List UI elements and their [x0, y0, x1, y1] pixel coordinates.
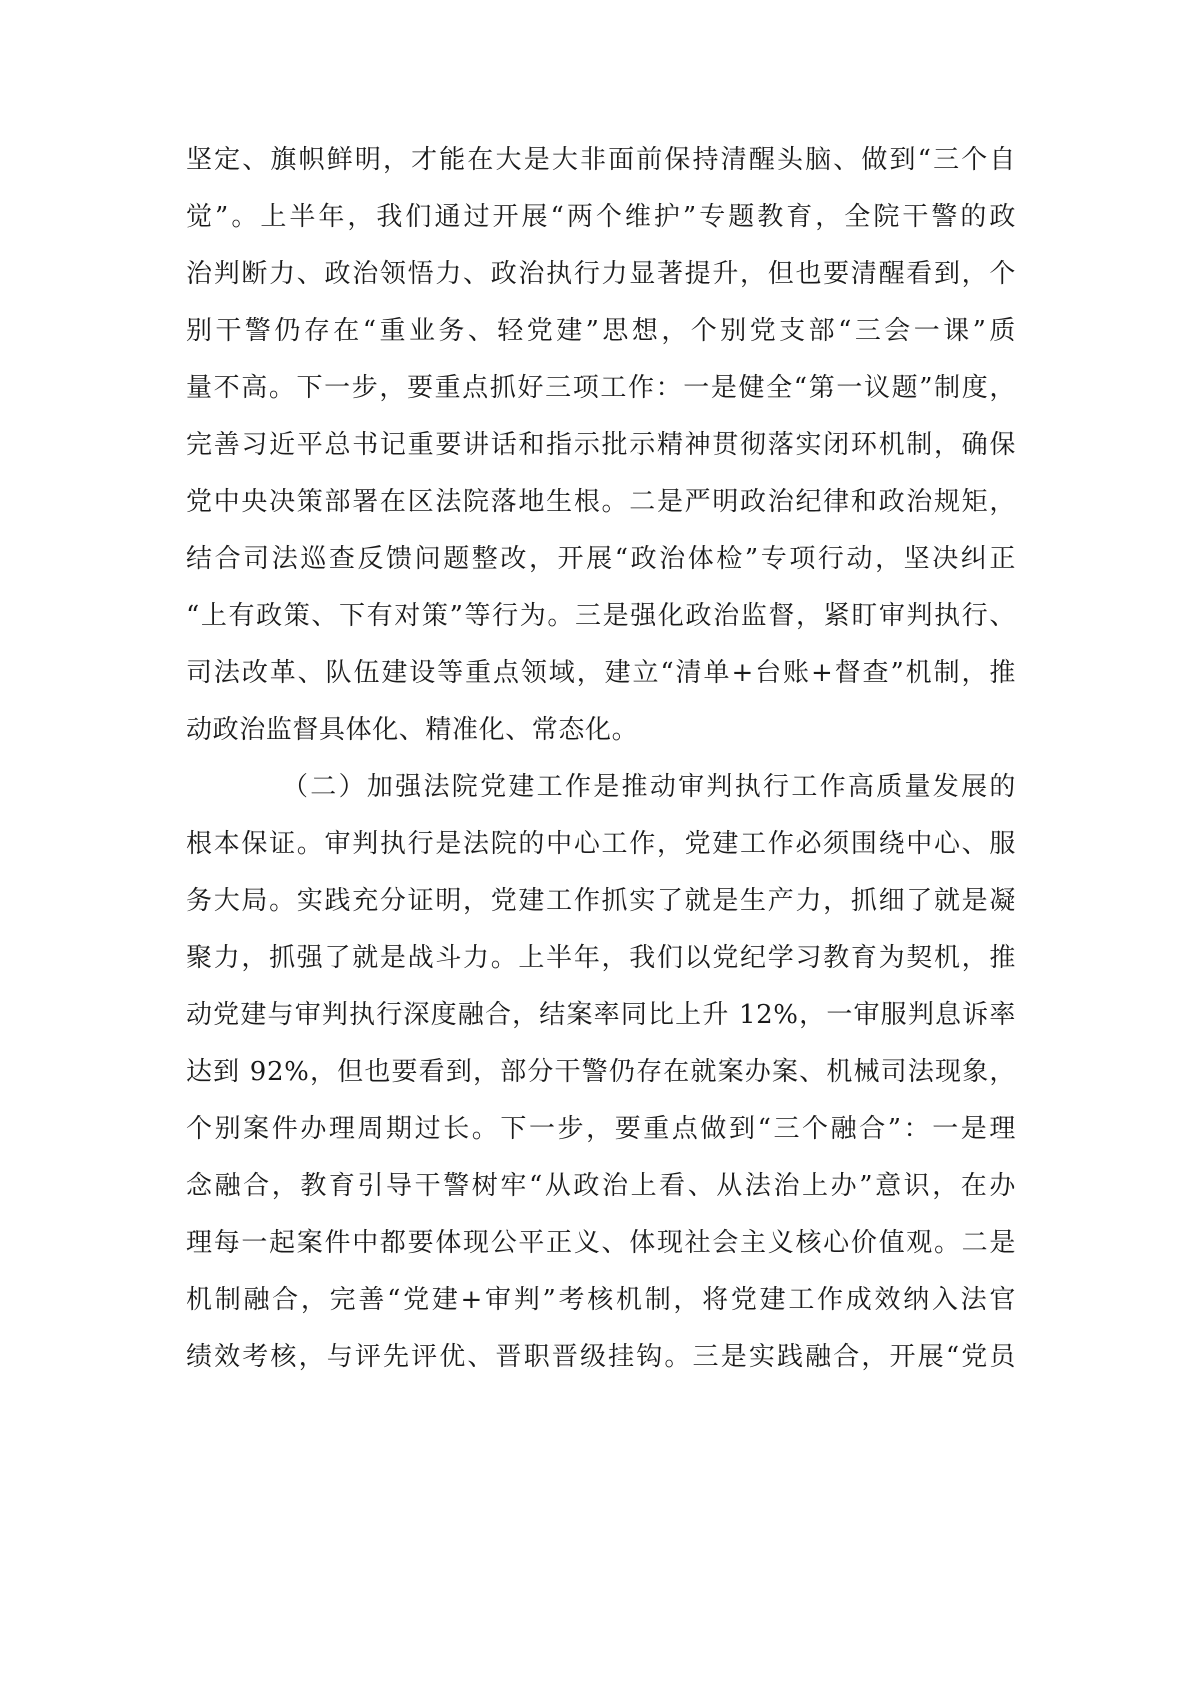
text-line: 量不高。下一步，要重点抓好三项工作：一是健全“第一议题”制度，: [186, 373, 1016, 403]
text-line: 坚定、旗帜鲜明，才能在大是大非面前保持清醒头脑、做到“三个自: [186, 145, 1016, 175]
text-line: 动党建与审判执行深度融合，结案率同比上升 12%，一审服判息诉率: [186, 1000, 1016, 1030]
text-line: 理每一起案件中都要体现公平正义、体现社会主义核心价值观。二是: [186, 1228, 1016, 1258]
text-line: 司法改革、队伍建设等重点领域，建立“清单+台账+督查”机制，推: [186, 658, 1016, 688]
text-line: 达到 92%，但也要看到，部分干警仍存在就案办案、机械司法现象，: [186, 1057, 1016, 1087]
text-line: 根本保证。审判执行是法院的中心工作，党建工作必须围绕中心、服: [186, 829, 1016, 859]
text-line: 绩效考核，与评先评优、晋职晋级挂钩。三是实践融合，开展“党员: [186, 1342, 1016, 1372]
text-line: 结合司法巡查反馈问题整改，开展“政治体检”专项行动，坚决纠正: [186, 544, 1016, 574]
text-line: 治判断力、政治领悟力、政治执行力显著提升，但也要清醒看到，个: [186, 259, 1016, 289]
text-line: “上有政策、下有对策”等行为。三是强化政治监督，紧盯审判执行、: [186, 601, 1016, 631]
section-heading-line: （二）加强法院党建工作是推动审判执行工作高质量发展的: [282, 772, 1016, 802]
text-line: 个别案件办理周期过长。下一步，要重点做到“三个融合”：一是理: [186, 1114, 1016, 1144]
text-line: 聚力，抓强了就是战斗力。上半年，我们以党纪学习教育为契机，推: [186, 943, 1016, 973]
text-line: 党中央决策部署在区法院落地生根。二是严明政治纪律和政治规矩，: [186, 487, 1016, 517]
text-line: 务大局。实践充分证明，党建工作抓实了就是生产力，抓细了就是凝: [186, 886, 1016, 916]
text-line: 机制融合，完善“党建+审判”考核机制，将党建工作成效纳入法官: [186, 1285, 1016, 1315]
paragraph-last-line: 动政治监督具体化、精准化、常态化。: [186, 715, 639, 745]
text-line: 别干警仍存在“重业务、轻党建”思想，个别党支部“三会一课”质: [186, 316, 1016, 346]
text-line: 觉”。上半年，我们通过开展“两个维护”专题教育，全院干警的政: [186, 202, 1016, 232]
text-line: 念融合，教育引导干警树牢“从政治上看、从法治上办”意识，在办: [186, 1171, 1016, 1201]
text-line: 完善习近平总书记重要讲话和指示批示精神贯彻落实闭环机制，确保: [186, 430, 1016, 460]
